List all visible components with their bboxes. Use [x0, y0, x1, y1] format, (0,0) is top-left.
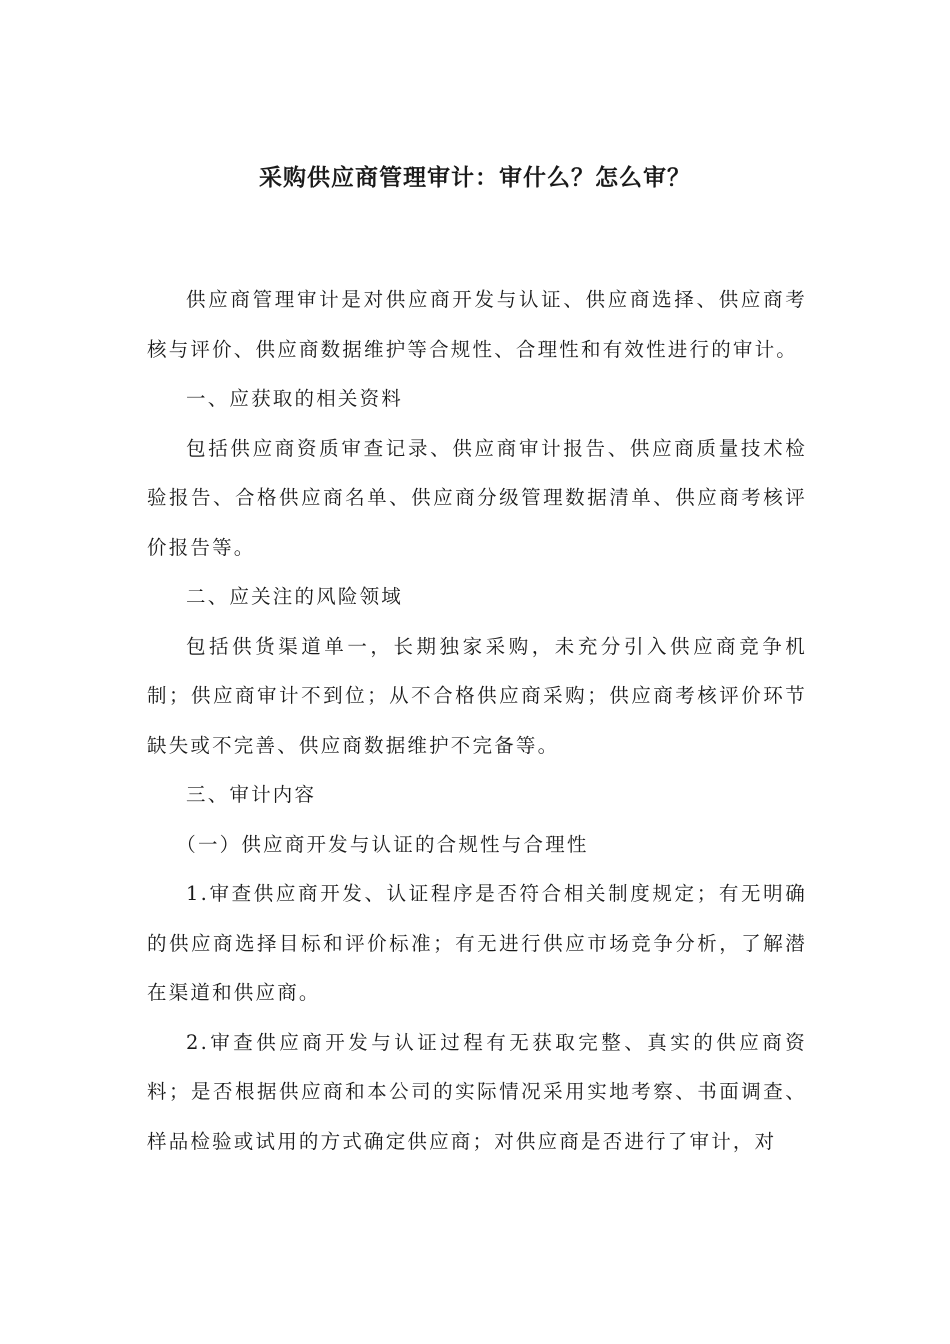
section-3-item-2: 2.审查供应商开发与认证过程有无获取完整、真实的供应商资料；是否根据供应商和本公司的实际情况采用实地考察、书面调查、样品检验或试用的方式确定供应商；对供应商是否进行了审计，对 [147, 1030, 807, 1153]
document-title: 采购供应商管理审计：审什么？怎么审？ [259, 164, 691, 191]
document-body [147, 275, 807, 1166]
section-3-heading: 三、审计内容 [186, 783, 317, 806]
intro-paragraph: 供应商管理审计是对供应商开发与认证、供应商选择、供应商考核与评价、供应商数据维护等合规性、合理性和有效性进行的审计。 [147, 288, 807, 361]
section-1-paragraph: 包括供应商资质审查记录、供应商审计报告、供应商质量技术检验报告、合格供应商名单、供应商分级管理数据清单、供应商考核评价报告等。 [147, 436, 807, 559]
section-3-subheading-1: （一）供应商开发与认证的合规性与合理性 [176, 832, 589, 856]
section-2-paragraph: 包括供货渠道单一，长期独家采购，未充分引入供应商竞争机制；供应商审计不到位；从不合格供应商采购；供应商考核评价环节缺失或不完善、供应商数据维护不完备等。 [147, 634, 807, 757]
section-3-item-1: 1.审查供应商开发、认证程序是否符合相关制度规定；有无明确的供应商选择目标和评价标准；有无进行供应市场竞争分析，了解潜在渠道和供应商。 [147, 882, 807, 1004]
section-1-heading: 一、应获取的相关资料 [186, 387, 404, 410]
section-2-heading: 二、应关注的风险领域 [186, 585, 404, 608]
